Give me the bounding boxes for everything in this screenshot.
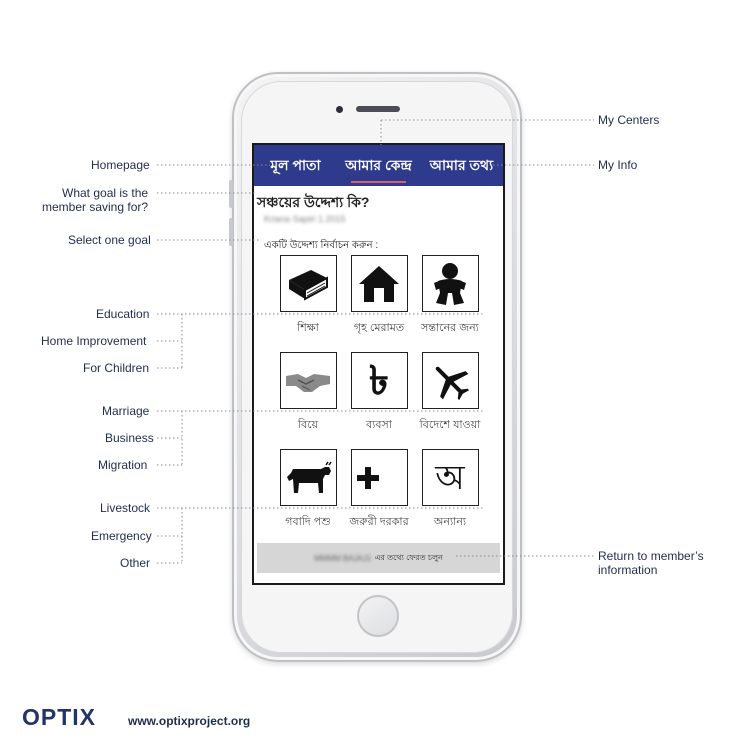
callout-goal-question — [42, 186, 148, 214]
goal-migration[interactable] — [411, 352, 489, 435]
goal-label: ব্যবসা — [366, 419, 392, 431]
goal-label: বিয়ে — [297, 419, 319, 431]
callout-my-info: My Info — [598, 158, 638, 172]
callout-return — [598, 549, 704, 577]
callout-return-line: Return to member’s — [598, 549, 704, 563]
goal-other[interactable] — [411, 449, 489, 532]
goal-tile[interactable] — [422, 352, 479, 409]
callout-return-line: information — [598, 563, 658, 577]
taka-icon: ৳ — [369, 358, 389, 403]
optix-logo: OPTIX — [22, 704, 97, 730]
goal-emergency[interactable] — [340, 449, 418, 532]
goal-livestock[interactable] — [269, 449, 347, 532]
cow-icon — [283, 461, 333, 495]
callout-marriage: Marriage — [102, 404, 150, 418]
camera-icon — [336, 106, 343, 113]
callout-homepage: Homepage — [91, 158, 150, 172]
goal-label: গবাদি পশু — [285, 516, 331, 528]
tab-homepage[interactable]: মূল পাতা — [270, 157, 321, 173]
goal-label: বিদেশে যাওয়া — [419, 419, 481, 431]
callout-emergency: Emergency — [91, 529, 152, 543]
return-to-member-button[interactable] — [257, 543, 500, 573]
website-url[interactable]: www.optixproject.org — [128, 714, 251, 728]
callout-select-goal: Select one goal — [68, 233, 151, 247]
callout-home-improvement: Home Improvement — [41, 334, 147, 348]
goal-label: শিক্ষা — [297, 322, 319, 334]
speaker-grille — [356, 106, 400, 112]
tab-my-centers[interactable]: আমার কেন্দ্র — [337, 145, 420, 186]
book-icon — [285, 266, 331, 302]
volume-button — [229, 218, 233, 246]
goal-label: জরুরী দরকার — [349, 516, 409, 528]
goal-tile[interactable] — [280, 352, 337, 409]
home-button[interactable] — [357, 595, 399, 637]
callout-my-centers: My Centers — [598, 113, 660, 127]
goal-home-improvement[interactable] — [340, 255, 418, 338]
letter-icon: অ — [435, 458, 465, 497]
goal-tile[interactable] — [422, 255, 479, 312]
goal-for-children[interactable] — [411, 255, 489, 338]
volume-button — [229, 180, 233, 208]
callout-goal-question-line: What goal is the — [62, 186, 149, 200]
select-goal-prompt: একটি উদ্দেশ্য নির্বাচন করুন : — [264, 240, 379, 251]
goal-tile[interactable] — [422, 449, 479, 506]
callout-for-children: For Children — [83, 361, 150, 375]
goal-tile[interactable] — [280, 449, 337, 506]
airplane-icon — [428, 359, 472, 403]
goal-education[interactable] — [269, 255, 347, 338]
goal-tile[interactable] — [351, 449, 408, 506]
tab-my-info[interactable]: আমার তথ্য — [429, 157, 494, 173]
handshake-icon — [284, 366, 332, 396]
member-name: Kriana Sapiri 1.2015 — [264, 214, 346, 224]
member-id: MMMM BAJAJ1 — [314, 553, 372, 563]
crescent-cross-icon — [356, 463, 402, 493]
callout-education: Education — [96, 307, 150, 321]
goal-tile[interactable] — [280, 255, 337, 312]
callout-other: Other — [120, 556, 151, 570]
goal-business[interactable] — [340, 352, 418, 435]
house-icon — [357, 264, 401, 304]
goal-tile[interactable] — [351, 255, 408, 312]
baby-icon — [430, 261, 470, 307]
goal-label: সন্তানের জন্য — [421, 322, 479, 334]
callout-livestock: Livestock — [100, 501, 151, 515]
goal-tile[interactable] — [351, 352, 408, 409]
goal-label: অন্যান্য — [433, 516, 467, 528]
app-screen — [252, 143, 505, 585]
callout-migration: Migration — [98, 458, 148, 472]
callout-goal-question-line: member saving for? — [42, 200, 149, 214]
top-navigation — [254, 145, 503, 186]
page-title: সঞ্চয়ের উদ্দেশ্য কি? — [257, 194, 370, 210]
goal-label: গৃহ মেরামত — [353, 322, 405, 334]
return-label: এর তথ্যে ফেরত চলুন — [374, 552, 443, 562]
goal-marriage[interactable] — [269, 352, 347, 435]
callout-business: Business — [105, 431, 154, 445]
